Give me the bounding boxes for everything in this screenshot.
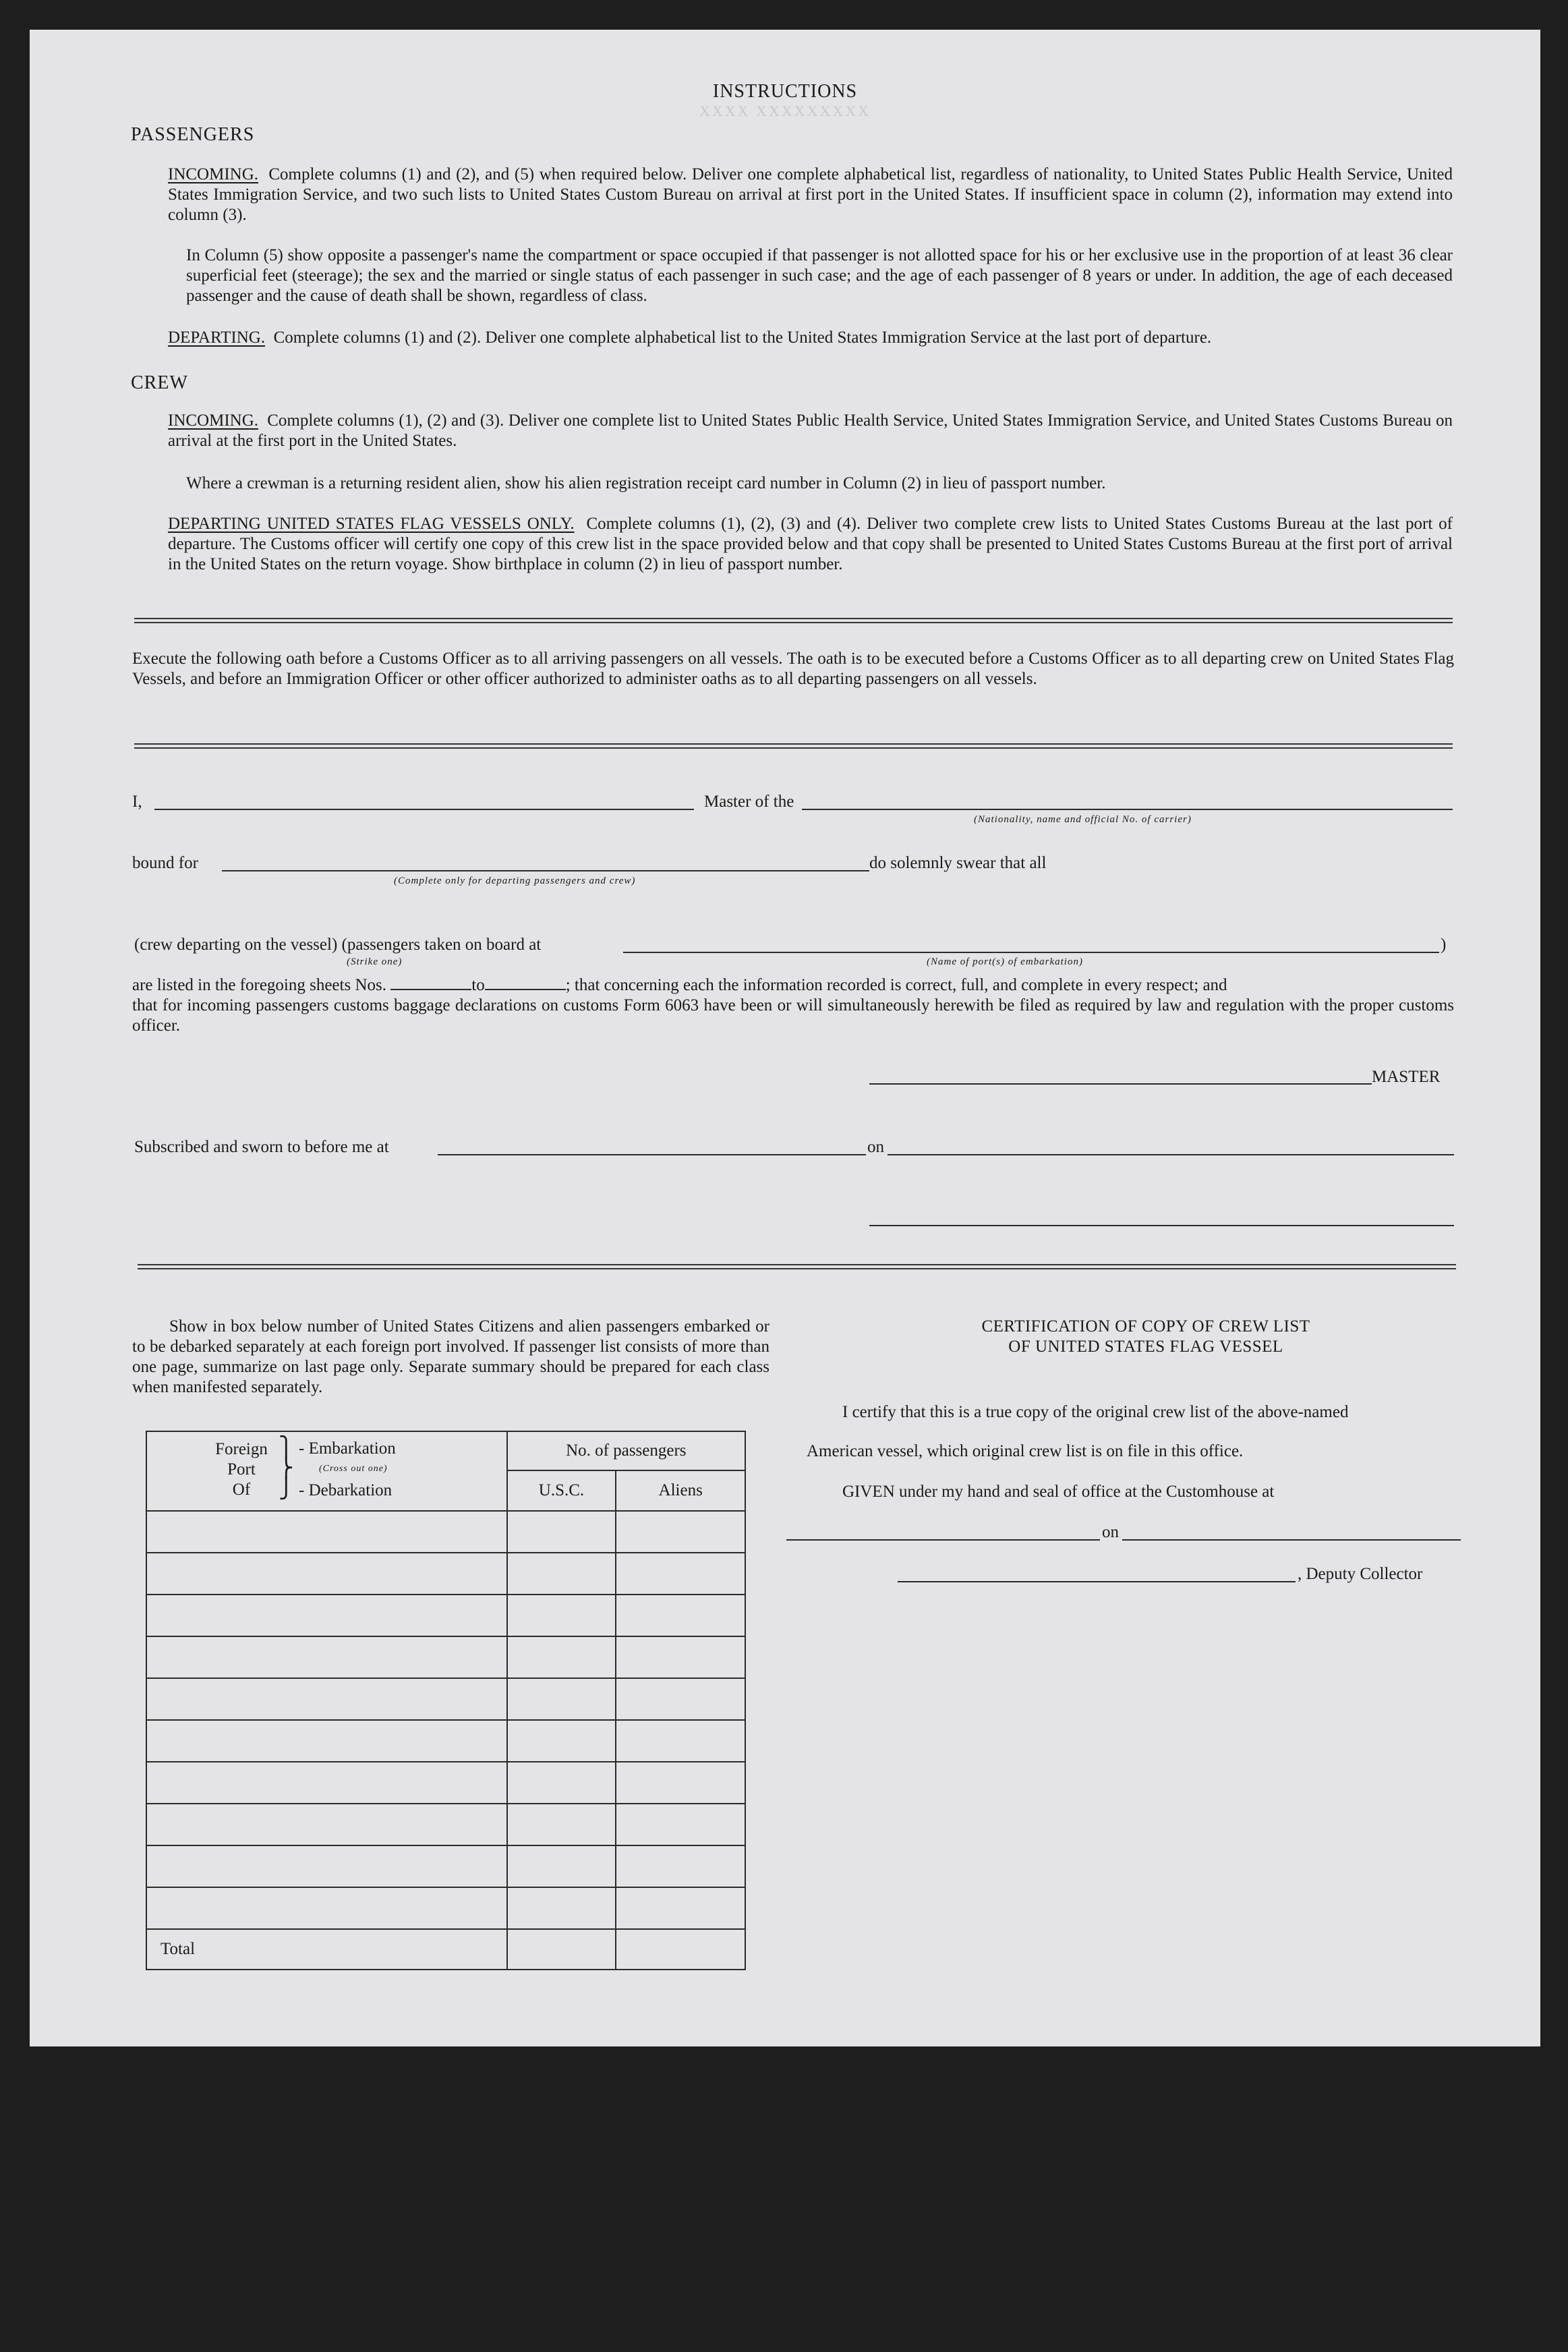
crew-departing-label: DEPARTING UNITED STATES FLAG VESSELS ONLY. [168, 515, 575, 533]
total-label: Total [146, 1929, 507, 1970]
strike-one-caption: (Strike one) [347, 956, 403, 967]
certification-title-2: OF UNITED STATES FLAG VESSEL [1008, 1338, 1283, 1356]
section-divider [134, 618, 1453, 623]
brace-icon: ⎫ ⎬ ⎭ [279, 1437, 294, 1499]
port-label: Port [227, 1460, 256, 1479]
aliens-cell[interactable] [616, 1511, 745, 1553]
complete-only-caption: (Complete only for departing passengers and crew) [394, 876, 636, 886]
aliens-cell[interactable] [616, 1595, 745, 1636]
deputy-collector-signature-field[interactable] [898, 1581, 1296, 1582]
crew-or-passengers-text: (crew departing on the vessel) (passengers taken on board at [134, 936, 542, 954]
passengers-departing-paragraph [168, 328, 1453, 348]
aliens-cell[interactable] [616, 1762, 745, 1804]
listed-text-1: are listed in the foregoing sheets Nos. [132, 976, 386, 994]
aliens-cell[interactable] [616, 1678, 745, 1720]
passengers-incoming-text: Complete columns (1) and (2), and (5) when required below. Deliver one complete alphabetical list, regardless of nationality, to United States Public Health Service, United States Immigration Service, and two such lists to United States Custom Bureau on arrival at first port in the United States. If insufficient space in column (2), information may extend into column (3). [168, 165, 1453, 224]
summary-row [146, 1804, 745, 1845]
passenger-summary-table [146, 1431, 746, 1970]
subscribed-text: Subscribed and sworn to before me at [134, 1138, 389, 1156]
destination-field[interactable] [222, 870, 869, 871]
embarkation-ports-field[interactable] [623, 952, 1439, 953]
to-label: to [471, 976, 485, 994]
nationality-caption: (Nationality, name and official No. of carrier) [974, 814, 1192, 825]
passengers-incoming-label: INCOMING. [168, 165, 259, 183]
total-usc-cell[interactable] [507, 1929, 616, 1970]
port-cell[interactable] [146, 1553, 507, 1595]
summary-instruction: Show in box below number of United States Citizens and alien passengers embarked or to be debarked separately at each foreign port involved. If passenger list consists of more than one page, summarize on last page only. Separate summary should be prepared for each class when manifested separately. [132, 1317, 770, 1396]
summary-row [146, 1845, 745, 1887]
usc-cell[interactable] [507, 1595, 616, 1636]
listed-line-2: that for incoming passengers customs baggage declarations on customs Form 6063 have been or will simultaneously herewith be filed as required by law and regulation with the proper customs officer. [132, 996, 1454, 1035]
passengers-heading: PASSENGERS [131, 124, 255, 145]
summary-row [146, 1762, 745, 1804]
oath-intro: Execute the following oath before a Customs Officer as to all arriving passengers on all vessels. The oath is to be executed before a Customs Officer as to all departing crew on United States Flag Vessels, and before an Immigration Officer or other officer authorized to administer oaths as to all departing passengers on all vessels. [132, 650, 1454, 688]
usc-cell[interactable] [507, 1887, 616, 1929]
port-cell[interactable] [146, 1845, 507, 1887]
port-cell[interactable] [146, 1804, 507, 1845]
foreign-port-header [146, 1431, 507, 1511]
master-name-field[interactable] [154, 809, 694, 810]
foreign-label: Foreign [215, 1440, 268, 1458]
passengers-departing-text: Complete columns (1) and (2). Deliver one complete alphabetical list to the United States Immigration Service at the last port of departure. [273, 328, 1212, 347]
crew-incoming-paragraph [168, 411, 1453, 451]
crew-departing-paragraph [168, 514, 1453, 575]
bound-for-label: bound for [132, 854, 198, 872]
certify-line-2: American vessel, which original crew list is on file in this office. [807, 1442, 1244, 1460]
aliens-cell[interactable] [616, 1845, 745, 1887]
usc-cell[interactable] [507, 1636, 616, 1678]
faded-overprint: XXXX XXXXXXXXX [699, 103, 871, 119]
sworn-place-field[interactable] [438, 1154, 866, 1155]
summary-row [146, 1887, 745, 1929]
crew-resident-paragraph: Where a crewman is a returning resident alien, show his alien registration receipt card number in Column (2) in lieu of passport number. [186, 474, 1106, 492]
crew-incoming-text: Complete columns (1), (2) and (3). Deliver one complete list to United States Public Health Service, United States Immigration Service, and United States Customs Bureau on arrival at the first port in the United States. [168, 411, 1453, 450]
instructions-title: INSTRUCTIONS [712, 81, 858, 102]
master-of-the-label: Master of the [704, 793, 794, 811]
port-cell[interactable] [146, 1678, 507, 1720]
usc-cell[interactable] [507, 1845, 616, 1887]
customhouse-place-field[interactable] [786, 1539, 1100, 1541]
officer-signature-field[interactable] [869, 1225, 1454, 1226]
port-cell[interactable] [146, 1887, 507, 1929]
deputy-collector-label: , Deputy Collector [1298, 1565, 1423, 1583]
port-cell[interactable] [146, 1595, 507, 1636]
listed-line-1 [132, 975, 1454, 996]
carrier-field[interactable] [802, 809, 1453, 810]
aliens-cell[interactable] [616, 1720, 745, 1762]
sworn-date-field[interactable] [888, 1154, 1454, 1155]
oath-i-label: I, [132, 793, 142, 811]
sheet-from-field[interactable] [390, 977, 471, 990]
passengers-incoming-paragraph [168, 165, 1453, 225]
cross-out-caption: (Cross out one) [319, 1464, 388, 1474]
section-divider [134, 743, 1453, 749]
crew-departing-text: Complete columns (1), (2), (3) and (4). Deliver two complete crew lists to United States Customs Bureau at the last port of departure. The Customs officer will certify one copy of this crew list in the space provided below and that copy shall be presented to United States Customs Bureau at the first port of arrival in the United States on the return voyage. Show birthplace in column (2) in lieu of passport number. [168, 515, 1453, 573]
passengers-column5-paragraph: In Column (5) show opposite a passenger's name the compartment or space occupied if that passenger is not allotted space for his or her exclusive use in the proportion of at least 36 clear superficial feet (steerage); the sex and the married or single status of each passenger in such case; and the age of each passenger of 8 years or under. In addition, the age of each deceased passenger and the cause of death shall be shown, regardless of class. [186, 246, 1453, 305]
usc-cell[interactable] [507, 1553, 616, 1595]
sheet-to-field[interactable] [485, 977, 566, 990]
crew-heading: CREW [131, 372, 188, 393]
port-cell[interactable] [146, 1762, 507, 1804]
certification-title-1: CERTIFICATION OF COPY OF CREW LIST [981, 1317, 1310, 1336]
summary-row [146, 1720, 745, 1762]
on-label: on [867, 1138, 884, 1156]
solemnly-swear-text: do solemnly swear that all [869, 854, 1047, 872]
usc-header: U.S.C. [507, 1470, 616, 1511]
summary-row [146, 1553, 745, 1595]
total-aliens-cell[interactable] [616, 1929, 745, 1970]
debarkation-label: - Debarkation [299, 1481, 393, 1499]
aliens-cell[interactable] [616, 1804, 745, 1845]
summary-row [146, 1678, 745, 1720]
section-divider [138, 1264, 1456, 1269]
form-sheet [30, 30, 1540, 2046]
passengers-departing-label: DEPARTING. [168, 328, 266, 347]
no-passengers-header: No. of passengers [507, 1431, 745, 1470]
master-signature-field[interactable] [869, 1083, 1372, 1085]
summary-row [146, 1636, 745, 1678]
of-label: Of [232, 1481, 251, 1499]
usc-cell[interactable] [507, 1804, 616, 1845]
usc-cell[interactable] [507, 1720, 616, 1762]
given-text: GIVEN under my hand and seal of office at the Customhouse at [842, 1483, 1275, 1501]
usc-cell[interactable] [507, 1511, 616, 1553]
certify-line-1: I certify that this is a true copy of the original crew list of the above-named [842, 1403, 1349, 1421]
port-cell[interactable] [146, 1720, 507, 1762]
port-cell[interactable] [146, 1511, 507, 1553]
port-cell[interactable] [146, 1636, 507, 1678]
summary-row [146, 1511, 745, 1553]
usc-cell[interactable] [507, 1762, 616, 1804]
aliens-cell[interactable] [616, 1887, 745, 1929]
summary-row [146, 1595, 745, 1636]
close-paren: ) [1441, 936, 1447, 954]
certification-date-field[interactable] [1122, 1539, 1461, 1541]
aliens-cell[interactable] [616, 1636, 745, 1678]
listed-text-2: ; that concerning each the information recorded is correct, full, and complete in every respect; and [565, 976, 1227, 994]
aliens-cell[interactable] [616, 1553, 745, 1595]
crew-incoming-label: INCOMING. [168, 411, 259, 430]
cert-on-label: on [1102, 1523, 1119, 1541]
master-label: MASTER [1372, 1068, 1441, 1086]
usc-cell[interactable] [507, 1678, 616, 1720]
ports-caption: (Name of port(s) of embarkation) [927, 956, 1083, 967]
aliens-header: Aliens [616, 1470, 745, 1511]
embarkation-label: - Embarkation [299, 1439, 396, 1458]
